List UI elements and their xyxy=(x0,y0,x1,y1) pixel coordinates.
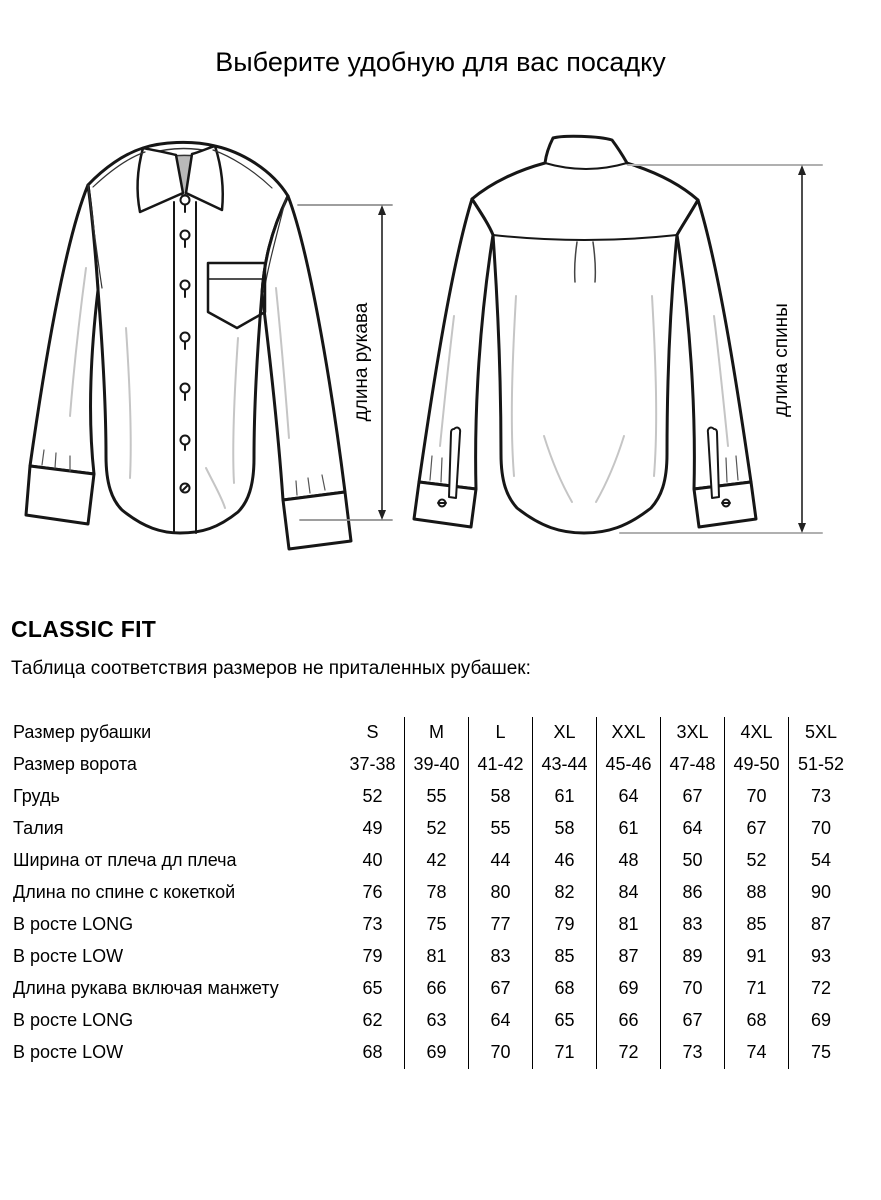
size-value: 79 xyxy=(533,909,597,941)
size-value: 83 xyxy=(661,909,725,941)
size-value: 64 xyxy=(469,1005,533,1037)
size-value: 66 xyxy=(405,973,469,1005)
size-value: 70 xyxy=(661,973,725,1005)
size-value: 81 xyxy=(405,941,469,973)
arrowhead-down xyxy=(798,523,806,533)
size-value: 69 xyxy=(597,973,661,1005)
size-value: 50 xyxy=(661,845,725,877)
row-label: В росте LONG xyxy=(13,1010,134,1031)
size-value: 69 xyxy=(810,1010,832,1031)
size-value: 85 xyxy=(533,941,597,973)
size-value: 58 xyxy=(469,781,533,813)
table-row xyxy=(11,909,881,941)
size-value: 81 xyxy=(597,909,661,941)
size-value: 61 xyxy=(597,813,661,845)
front-shirt-drawing xyxy=(26,142,351,549)
arrowhead-down xyxy=(378,510,386,520)
size-value: 52 xyxy=(405,813,469,845)
size-value: 51-52 xyxy=(797,754,845,775)
size-value: 52 xyxy=(725,845,789,877)
size-value: 64 xyxy=(661,813,725,845)
size-value: 78 xyxy=(405,877,469,909)
size-value: 73 xyxy=(341,909,405,941)
size-value: 61 xyxy=(533,781,597,813)
row-label: Длина рукава включая манжету xyxy=(13,978,279,999)
row-label: В росте LOW xyxy=(13,946,124,967)
size-value: 52 xyxy=(341,781,405,813)
fit-heading: CLASSIC FIT xyxy=(11,616,157,642)
table-caption: Таблица соответствия размеров не приталенных рубашек: xyxy=(11,658,531,679)
size-value: 67 xyxy=(661,1005,725,1037)
size-value: 48 xyxy=(597,845,661,877)
front-left-cuff xyxy=(26,466,94,524)
size-value: 70 xyxy=(725,781,789,813)
size-value: 49-50 xyxy=(725,749,789,781)
table-row xyxy=(11,781,881,813)
size-value: 68 xyxy=(533,973,597,1005)
row-label: Ширина от плеча дл плеча xyxy=(13,850,237,871)
size-value: 47-48 xyxy=(661,749,725,781)
size-value: 64 xyxy=(597,781,661,813)
size-value: 77 xyxy=(469,909,533,941)
size-value: 88 xyxy=(725,877,789,909)
shirt-diagram-svg xyxy=(0,132,881,572)
row-label: В росте LOW xyxy=(13,1042,124,1063)
size-value: 87 xyxy=(810,914,832,935)
size-column-header: M xyxy=(405,717,469,749)
size-value: 80 xyxy=(469,877,533,909)
size-value: 39-40 xyxy=(405,749,469,781)
front-left-sleeve xyxy=(30,185,98,474)
size-value: 67 xyxy=(725,813,789,845)
size-value: 54 xyxy=(810,850,832,871)
size-value: 86 xyxy=(661,877,725,909)
size-value: 71 xyxy=(533,1037,597,1069)
size-value: 42 xyxy=(405,845,469,877)
size-value: 68 xyxy=(725,1005,789,1037)
row-label: Размер рубашки xyxy=(13,722,152,743)
size-value: 82 xyxy=(533,877,597,909)
size-column-header: 3XL xyxy=(661,717,725,749)
size-value: 74 xyxy=(725,1037,789,1069)
table-row xyxy=(11,1037,881,1069)
row-label: Размер ворота xyxy=(13,754,137,775)
table-row xyxy=(11,941,881,973)
size-value: 67 xyxy=(661,781,725,813)
size-value: 83 xyxy=(469,941,533,973)
table-row xyxy=(11,1005,881,1037)
size-value: 73 xyxy=(661,1037,725,1069)
size-value: 43-44 xyxy=(533,749,597,781)
size-value: 58 xyxy=(533,813,597,845)
arrowhead-up xyxy=(378,205,386,215)
size-table xyxy=(11,717,881,1069)
table-row xyxy=(11,717,881,749)
back-length-label: длина спины xyxy=(771,303,792,417)
table-row xyxy=(11,749,881,781)
shirt-diagram xyxy=(0,132,881,572)
size-value: 89 xyxy=(661,941,725,973)
size-value: 49 xyxy=(341,813,405,845)
sleeve-length-label: длина рукава xyxy=(351,302,372,422)
size-value: 67 xyxy=(469,973,533,1005)
size-value: 87 xyxy=(597,941,661,973)
table-row xyxy=(11,877,881,909)
size-value: 71 xyxy=(725,973,789,1005)
table-row xyxy=(11,845,881,877)
size-value: 73 xyxy=(810,786,832,807)
size-value: 70 xyxy=(469,1037,533,1069)
size-value: 65 xyxy=(533,1005,597,1037)
page-title: Выберите удобную для вас посадку xyxy=(215,47,666,77)
size-value: 75 xyxy=(810,1042,832,1063)
size-value: 66 xyxy=(597,1005,661,1037)
size-value: 68 xyxy=(341,1037,405,1069)
size-column-header: 4XL xyxy=(725,717,789,749)
back-shirt-drawing xyxy=(414,136,756,533)
size-value: 55 xyxy=(469,813,533,845)
size-value: 65 xyxy=(341,973,405,1005)
size-value: 90 xyxy=(810,882,832,903)
size-value: 72 xyxy=(597,1037,661,1069)
size-value: 41-42 xyxy=(469,749,533,781)
size-value: 79 xyxy=(341,941,405,973)
size-value: 69 xyxy=(405,1037,469,1069)
row-label: В росте LONG xyxy=(13,914,134,935)
arrowhead-up xyxy=(798,165,806,175)
size-column-header: S xyxy=(341,717,405,749)
size-value: 62 xyxy=(341,1005,405,1037)
size-value: 37-38 xyxy=(341,749,405,781)
size-value: 75 xyxy=(405,909,469,941)
size-column-header: L xyxy=(469,717,533,749)
size-value: 91 xyxy=(725,941,789,973)
size-value: 46 xyxy=(533,845,597,877)
size-value: 84 xyxy=(597,877,661,909)
row-label: Грудь xyxy=(13,786,60,807)
size-value: 72 xyxy=(810,978,832,999)
size-value: 55 xyxy=(405,781,469,813)
table-row xyxy=(11,813,881,845)
size-value: 45-46 xyxy=(597,749,661,781)
back-body xyxy=(472,136,698,533)
size-column-header: XXL xyxy=(597,717,661,749)
size-column-header: 5XL xyxy=(804,722,838,743)
size-value: 40 xyxy=(341,845,405,877)
size-value: 76 xyxy=(341,877,405,909)
size-value: 44 xyxy=(469,845,533,877)
size-column-header: XL xyxy=(533,717,597,749)
row-label: Талия xyxy=(13,818,64,839)
size-value: 70 xyxy=(810,818,832,839)
table-row xyxy=(11,973,881,1005)
size-value: 85 xyxy=(725,909,789,941)
size-value: 93 xyxy=(810,946,832,967)
row-label: Длина по спине с кокеткой xyxy=(13,882,236,903)
size-value: 63 xyxy=(405,1005,469,1037)
